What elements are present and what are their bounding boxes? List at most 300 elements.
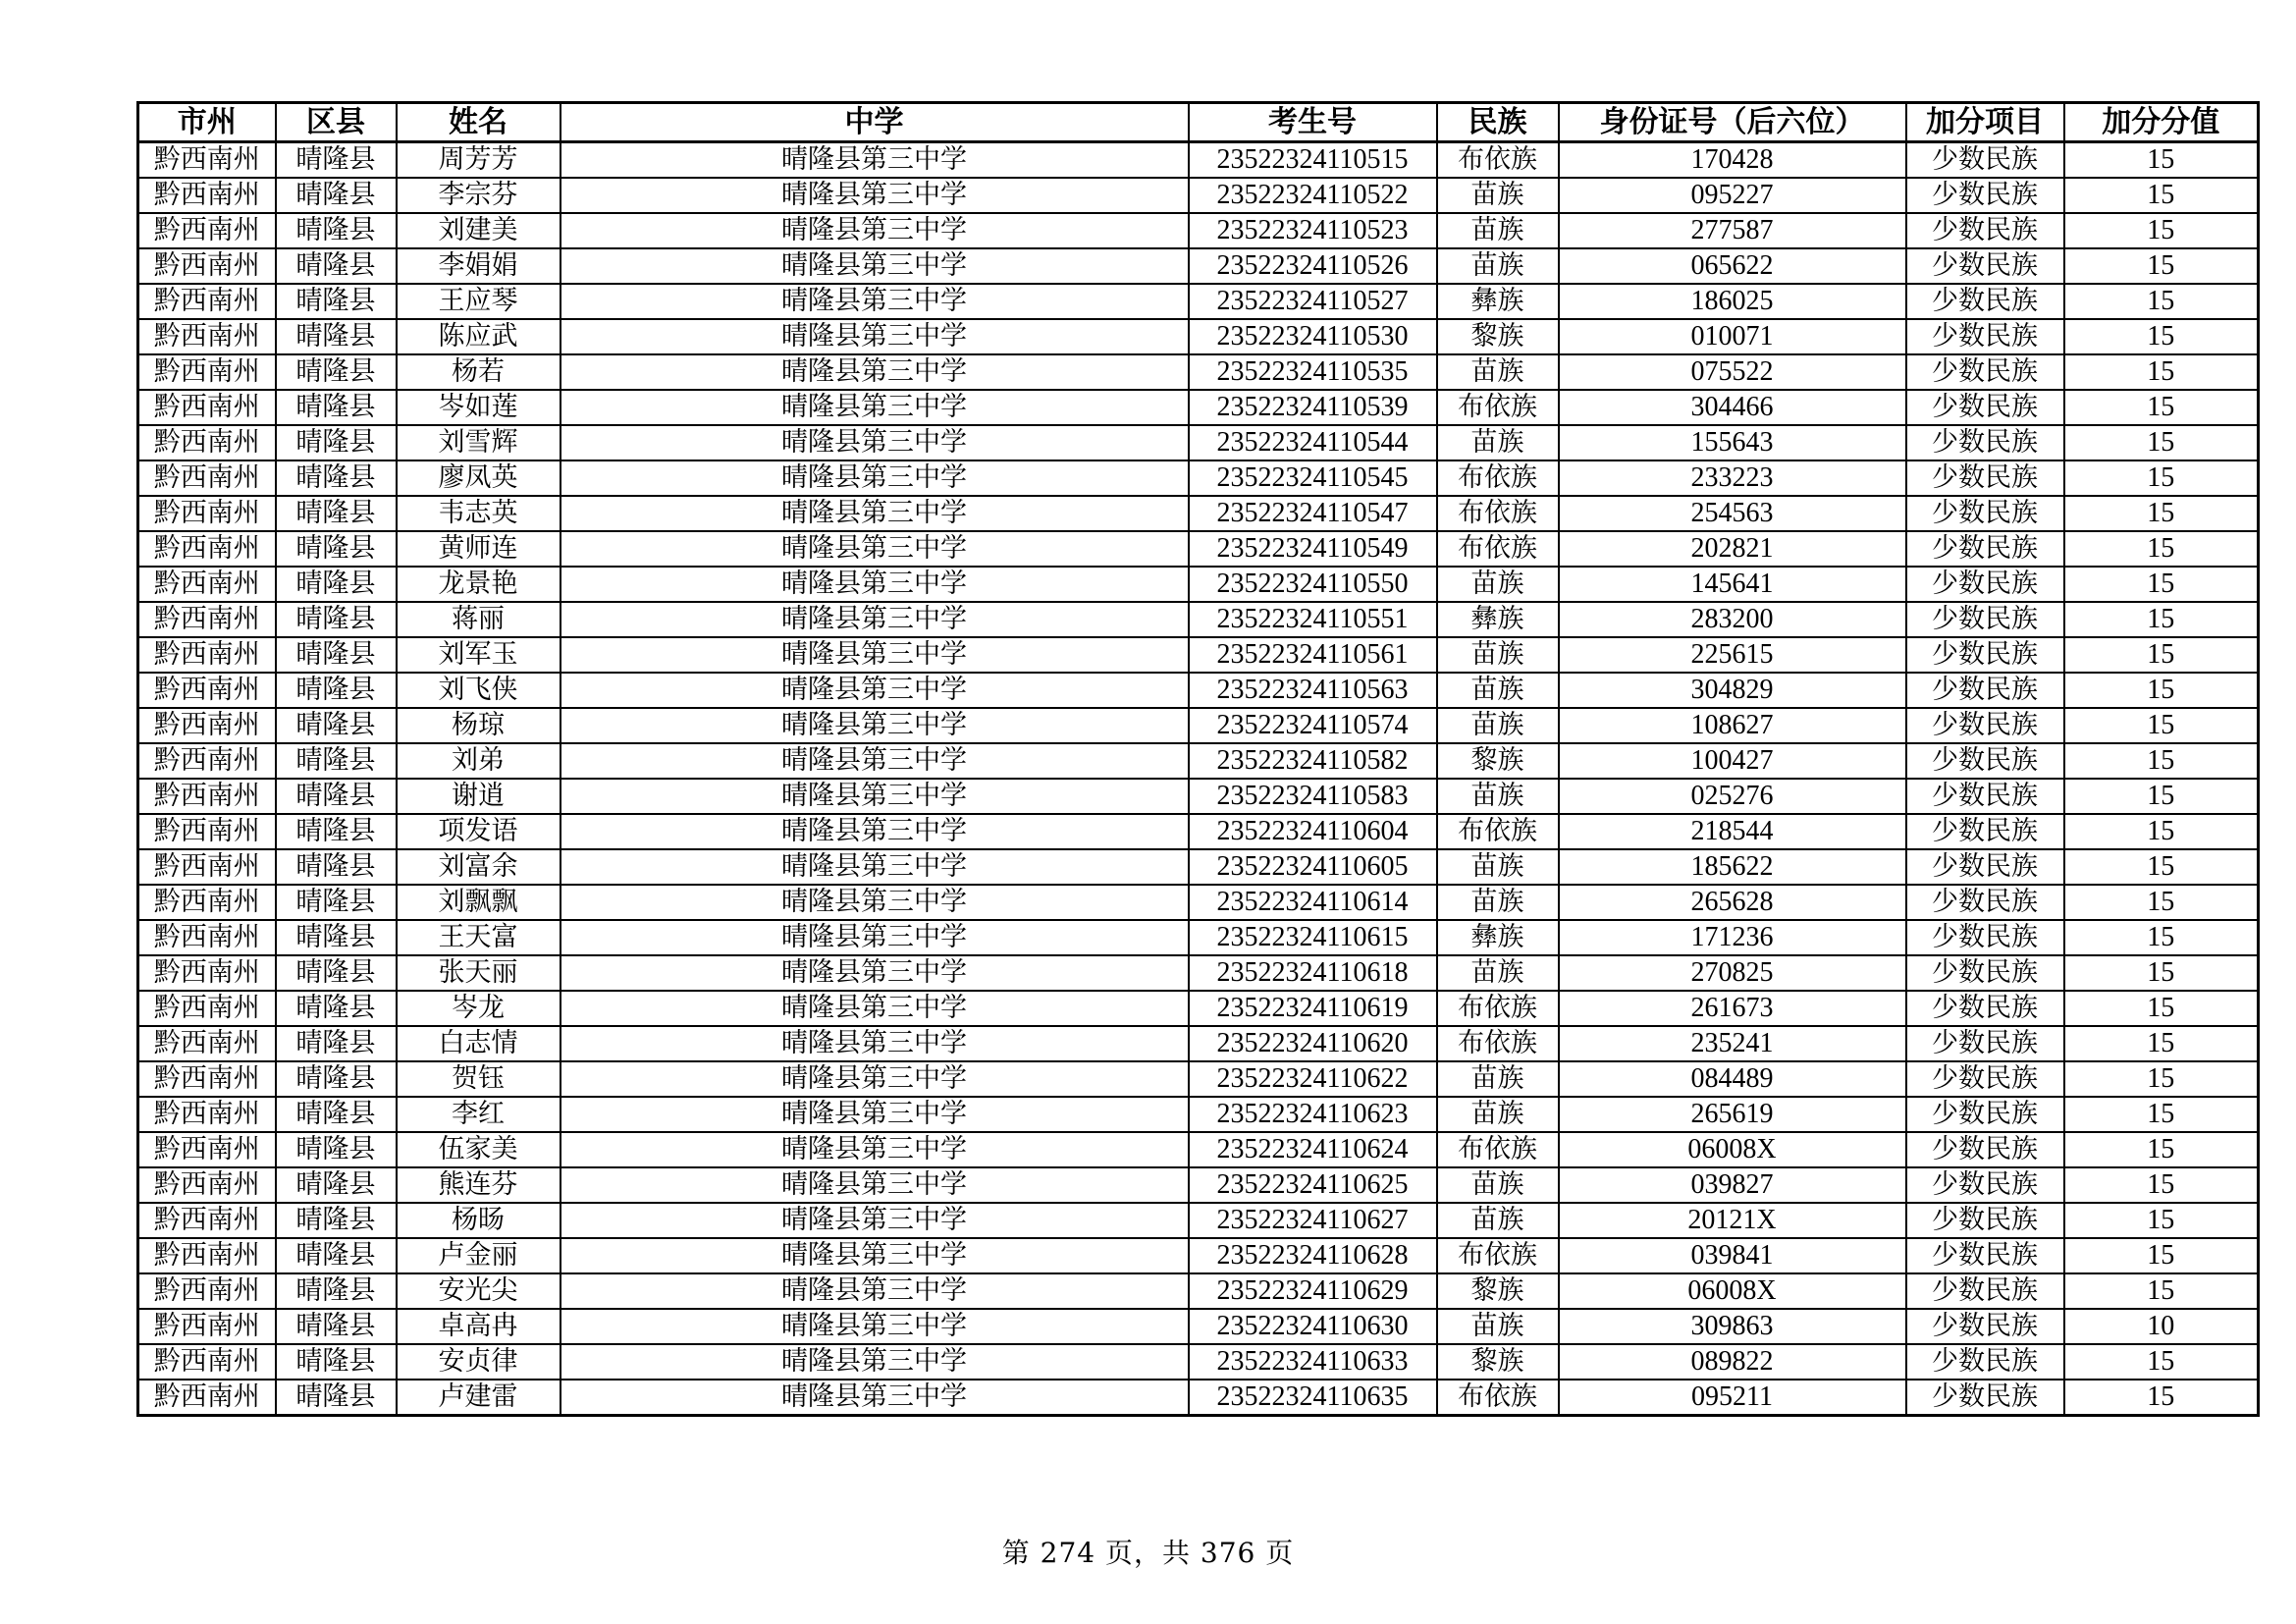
ethnicity-cell: 苗族	[1437, 354, 1559, 390]
table-row	[138, 955, 2259, 991]
city-cell: 黔西南州	[138, 779, 276, 814]
exam-no-cell: 23522324110622	[1189, 1061, 1437, 1097]
city-cell: 黔西南州	[138, 1167, 276, 1203]
city-cell: 黔西南州	[138, 567, 276, 602]
bonus-score-cell: 15	[2064, 849, 2259, 885]
exam-no-cell: 23522324110535	[1189, 354, 1437, 390]
name-cell: 刘建美	[397, 213, 561, 248]
county-cell: 晴隆县	[276, 248, 397, 284]
bonus-item-cell: 少数民族	[1906, 142, 2064, 179]
name-cell: 陈应武	[397, 319, 561, 354]
bonus-score-cell: 15	[2064, 1026, 2259, 1061]
school-cell: 晴隆县第三中学	[561, 390, 1189, 425]
table-row	[138, 460, 2259, 496]
name-cell: 杨旸	[397, 1203, 561, 1238]
bonus-score-cell: 15	[2064, 1273, 2259, 1309]
county-cell: 晴隆县	[276, 814, 397, 849]
exam-no-cell: 23522324110523	[1189, 213, 1437, 248]
exam-no-cell: 23522324110563	[1189, 673, 1437, 708]
school-cell: 晴隆县第三中学	[561, 284, 1189, 319]
table-row	[138, 1203, 2259, 1238]
city-cell: 黔西南州	[138, 602, 276, 637]
city-cell: 黔西南州	[138, 814, 276, 849]
table-row	[138, 1344, 2259, 1380]
bonus-item-cell: 少数民族	[1906, 849, 2064, 885]
table-row	[138, 531, 2259, 567]
school-cell: 晴隆县第三中学	[561, 1273, 1189, 1309]
exam-no-cell: 23522324110522	[1189, 178, 1437, 213]
city-cell: 黔西南州	[138, 743, 276, 779]
bonus-item-cell: 少数民族	[1906, 1097, 2064, 1132]
name-cell: 韦志英	[397, 496, 561, 531]
bonus-score-cell: 15	[2064, 991, 2259, 1026]
ethnicity-cell: 苗族	[1437, 1167, 1559, 1203]
ethnicity-cell: 苗族	[1437, 1203, 1559, 1238]
ethnicity-cell: 黎族	[1437, 1344, 1559, 1380]
exam-no-cell: 23522324110583	[1189, 779, 1437, 814]
school-cell: 晴隆县第三中学	[561, 213, 1189, 248]
school-cell: 晴隆县第三中学	[561, 743, 1189, 779]
header-col-exam-no: 考生号	[1189, 103, 1437, 142]
county-cell: 晴隆县	[276, 496, 397, 531]
bonus-item-cell: 少数民族	[1906, 1026, 2064, 1061]
city-cell: 黔西南州	[138, 390, 276, 425]
bonus-score-cell: 15	[2064, 1132, 2259, 1167]
table-row	[138, 673, 2259, 708]
school-cell: 晴隆县第三中学	[561, 1203, 1189, 1238]
id-last6-cell: 265619	[1559, 1097, 1906, 1132]
table-row	[138, 248, 2259, 284]
bonus-score-cell: 15	[2064, 1097, 2259, 1132]
county-cell: 晴隆县	[276, 779, 397, 814]
table-row	[138, 425, 2259, 460]
school-cell: 晴隆县第三中学	[561, 1344, 1189, 1380]
county-cell: 晴隆县	[276, 743, 397, 779]
table-row	[138, 1380, 2259, 1416]
school-cell: 晴隆县第三中学	[561, 1167, 1189, 1203]
ethnicity-cell: 黎族	[1437, 1273, 1559, 1309]
bonus-score-cell: 15	[2064, 531, 2259, 567]
bonus-score-cell: 15	[2064, 284, 2259, 319]
county-cell: 晴隆县	[276, 955, 397, 991]
ethnicity-cell: 苗族	[1437, 1097, 1559, 1132]
table-header	[138, 103, 2259, 142]
exam-no-cell: 23522324110539	[1189, 390, 1437, 425]
id-last6-cell: 225615	[1559, 637, 1906, 673]
exam-no-cell: 23522324110582	[1189, 743, 1437, 779]
name-cell: 卓高冉	[397, 1309, 561, 1344]
school-cell: 晴隆县第三中学	[561, 567, 1189, 602]
bonus-score-cell: 15	[2064, 920, 2259, 955]
city-cell: 黔西南州	[138, 1309, 276, 1344]
school-cell: 晴隆县第三中学	[561, 991, 1189, 1026]
table-row	[138, 885, 2259, 920]
table-row	[138, 814, 2259, 849]
id-last6-cell: 084489	[1559, 1061, 1906, 1097]
table-row	[138, 920, 2259, 955]
county-cell: 晴隆县	[276, 673, 397, 708]
ethnicity-cell: 彝族	[1437, 920, 1559, 955]
county-cell: 晴隆县	[276, 1344, 397, 1380]
county-cell: 晴隆县	[276, 425, 397, 460]
name-cell: 刘军玉	[397, 637, 561, 673]
bonus-item-cell: 少数民族	[1906, 354, 2064, 390]
id-last6-cell: 065622	[1559, 248, 1906, 284]
name-cell: 项发语	[397, 814, 561, 849]
table-row	[138, 1167, 2259, 1203]
table-row	[138, 637, 2259, 673]
city-cell: 黔西南州	[138, 531, 276, 567]
county-cell: 晴隆县	[276, 354, 397, 390]
header-col-id-last6: 身份证号（后六位）	[1559, 103, 1906, 142]
exam-no-cell: 23522324110526	[1189, 248, 1437, 284]
id-last6-cell: 100427	[1559, 743, 1906, 779]
id-last6-cell: 270825	[1559, 955, 1906, 991]
name-cell: 李红	[397, 1097, 561, 1132]
bonus-item-cell: 少数民族	[1906, 248, 2064, 284]
name-cell: 贺钰	[397, 1061, 561, 1097]
table-row	[138, 142, 2259, 179]
bonus-score-cell: 15	[2064, 637, 2259, 673]
city-cell: 黔西南州	[138, 1097, 276, 1132]
county-cell: 晴隆县	[276, 1061, 397, 1097]
city-cell: 黔西南州	[138, 1203, 276, 1238]
bonus-item-cell: 少数民族	[1906, 602, 2064, 637]
ethnicity-cell: 布依族	[1437, 1380, 1559, 1416]
id-last6-cell: 170428	[1559, 142, 1906, 179]
table-row	[138, 1061, 2259, 1097]
table-row	[138, 849, 2259, 885]
name-cell: 刘弟	[397, 743, 561, 779]
city-cell: 黔西南州	[138, 496, 276, 531]
bonus-item-cell: 少数民族	[1906, 567, 2064, 602]
header-col-name: 姓名	[397, 103, 561, 142]
header-col-city: 市州	[138, 103, 276, 142]
city-cell: 黔西南州	[138, 425, 276, 460]
county-cell: 晴隆县	[276, 531, 397, 567]
id-last6-cell: 039841	[1559, 1238, 1906, 1273]
bonus-score-cell: 15	[2064, 743, 2259, 779]
id-last6-cell: 075522	[1559, 354, 1906, 390]
id-last6-cell: 20121X	[1559, 1203, 1906, 1238]
bonus-item-cell: 少数民族	[1906, 178, 2064, 213]
exam-no-cell: 23522324110550	[1189, 567, 1437, 602]
bonus-item-cell: 少数民族	[1906, 814, 2064, 849]
exam-no-cell: 23522324110614	[1189, 885, 1437, 920]
bonus-score-cell: 15	[2064, 673, 2259, 708]
school-cell: 晴隆县第三中学	[561, 1132, 1189, 1167]
city-cell: 黔西南州	[138, 1380, 276, 1416]
exam-no-cell: 23522324110527	[1189, 284, 1437, 319]
bonus-item-cell: 少数民族	[1906, 496, 2064, 531]
city-cell: 黔西南州	[138, 849, 276, 885]
name-cell: 李宗芬	[397, 178, 561, 213]
table-row	[138, 1026, 2259, 1061]
id-last6-cell: 185622	[1559, 849, 1906, 885]
county-cell: 晴隆县	[276, 708, 397, 743]
bonus-score-cell: 15	[2064, 248, 2259, 284]
county-cell: 晴隆县	[276, 390, 397, 425]
bonus-score-cell: 15	[2064, 708, 2259, 743]
name-cell: 蒋丽	[397, 602, 561, 637]
bonus-score-cell: 15	[2064, 213, 2259, 248]
city-cell: 黔西南州	[138, 1026, 276, 1061]
id-last6-cell: 095211	[1559, 1380, 1906, 1416]
bonus-item-cell: 少数民族	[1906, 1380, 2064, 1416]
id-last6-cell: 254563	[1559, 496, 1906, 531]
school-cell: 晴隆县第三中学	[561, 496, 1189, 531]
bonus-score-cell: 15	[2064, 1061, 2259, 1097]
school-cell: 晴隆县第三中学	[561, 849, 1189, 885]
exam-no-cell: 23522324110628	[1189, 1238, 1437, 1273]
bonus-score-cell: 15	[2064, 1167, 2259, 1203]
ethnicity-cell: 彝族	[1437, 602, 1559, 637]
school-cell: 晴隆县第三中学	[561, 920, 1189, 955]
school-cell: 晴隆县第三中学	[561, 1238, 1189, 1273]
exam-no-cell: 23522324110549	[1189, 531, 1437, 567]
bonus-item-cell: 少数民族	[1906, 319, 2064, 354]
name-cell: 安光尖	[397, 1273, 561, 1309]
ethnicity-cell: 布依族	[1437, 1238, 1559, 1273]
exam-no-cell: 23522324110615	[1189, 920, 1437, 955]
exam-no-cell: 23522324110545	[1189, 460, 1437, 496]
ethnicity-cell: 苗族	[1437, 708, 1559, 743]
header-row	[138, 103, 2259, 142]
table-row	[138, 1238, 2259, 1273]
county-cell: 晴隆县	[276, 1309, 397, 1344]
id-last6-cell: 06008X	[1559, 1132, 1906, 1167]
county-cell: 晴隆县	[276, 602, 397, 637]
city-cell: 黔西南州	[138, 673, 276, 708]
bonus-score-cell: 15	[2064, 460, 2259, 496]
name-cell: 刘飞侠	[397, 673, 561, 708]
exam-no-cell: 23522324110630	[1189, 1309, 1437, 1344]
bonus-score-cell: 15	[2064, 1380, 2259, 1416]
id-last6-cell: 261673	[1559, 991, 1906, 1026]
school-cell: 晴隆县第三中学	[561, 673, 1189, 708]
ethnicity-cell: 苗族	[1437, 213, 1559, 248]
bonus-item-cell: 少数民族	[1906, 390, 2064, 425]
city-cell: 黔西南州	[138, 1273, 276, 1309]
bonus-score-cell: 15	[2064, 319, 2259, 354]
table-row	[138, 1132, 2259, 1167]
county-cell: 晴隆县	[276, 460, 397, 496]
school-cell: 晴隆县第三中学	[561, 248, 1189, 284]
table-row	[138, 213, 2259, 248]
name-cell: 王天富	[397, 920, 561, 955]
exam-no-cell: 23522324110618	[1189, 955, 1437, 991]
bonus-score-cell: 15	[2064, 955, 2259, 991]
ethnicity-cell: 苗族	[1437, 673, 1559, 708]
exam-no-cell: 23522324110629	[1189, 1273, 1437, 1309]
bonus-item-cell: 少数民族	[1906, 1273, 2064, 1309]
city-cell: 黔西南州	[138, 637, 276, 673]
table-row	[138, 1309, 2259, 1344]
school-cell: 晴隆县第三中学	[561, 460, 1189, 496]
exam-no-cell: 23522324110574	[1189, 708, 1437, 743]
county-cell: 晴隆县	[276, 991, 397, 1026]
bonus-item-cell: 少数民族	[1906, 1309, 2064, 1344]
ethnicity-cell: 布依族	[1437, 460, 1559, 496]
id-last6-cell: 265628	[1559, 885, 1906, 920]
city-cell: 黔西南州	[138, 991, 276, 1026]
bonus-item-cell: 少数民族	[1906, 425, 2064, 460]
exam-no-cell: 23522324110604	[1189, 814, 1437, 849]
ethnicity-cell: 黎族	[1437, 319, 1559, 354]
table-row	[138, 284, 2259, 319]
id-last6-cell: 095227	[1559, 178, 1906, 213]
school-cell: 晴隆县第三中学	[561, 425, 1189, 460]
header-col-ethnicity: 民族	[1437, 103, 1559, 142]
exam-no-cell: 23522324110544	[1189, 425, 1437, 460]
city-cell: 黔西南州	[138, 178, 276, 213]
id-last6-cell: 06008X	[1559, 1273, 1906, 1309]
id-last6-cell: 145641	[1559, 567, 1906, 602]
bonus-score-cell: 15	[2064, 354, 2259, 390]
ethnicity-cell: 苗族	[1437, 178, 1559, 213]
county-cell: 晴隆县	[276, 920, 397, 955]
city-cell: 黔西南州	[138, 1238, 276, 1273]
ethnicity-cell: 苗族	[1437, 1061, 1559, 1097]
id-last6-cell: 171236	[1559, 920, 1906, 955]
county-cell: 晴隆县	[276, 1167, 397, 1203]
name-cell: 刘富余	[397, 849, 561, 885]
city-cell: 黔西南州	[138, 319, 276, 354]
bonus-score-cell: 15	[2064, 885, 2259, 920]
ethnicity-cell: 苗族	[1437, 849, 1559, 885]
name-cell: 李娟娟	[397, 248, 561, 284]
id-last6-cell: 025276	[1559, 779, 1906, 814]
school-cell: 晴隆县第三中学	[561, 955, 1189, 991]
city-cell: 黔西南州	[138, 284, 276, 319]
table-row	[138, 1273, 2259, 1309]
exam-no-cell: 23522324110624	[1189, 1132, 1437, 1167]
table-body	[138, 142, 2259, 1416]
city-cell: 黔西南州	[138, 1132, 276, 1167]
ethnicity-cell: 苗族	[1437, 248, 1559, 284]
bonus-item-cell: 少数民族	[1906, 743, 2064, 779]
ethnicity-cell: 布依族	[1437, 531, 1559, 567]
school-cell: 晴隆县第三中学	[561, 602, 1189, 637]
name-cell: 安贞律	[397, 1344, 561, 1380]
ethnicity-cell: 布依族	[1437, 142, 1559, 179]
county-cell: 晴隆县	[276, 1273, 397, 1309]
id-last6-cell: 283200	[1559, 602, 1906, 637]
ethnicity-cell: 布依族	[1437, 496, 1559, 531]
bonus-score-cell: 10	[2064, 1309, 2259, 1344]
name-cell: 卢金丽	[397, 1238, 561, 1273]
table-row	[138, 779, 2259, 814]
ethnicity-cell: 布依族	[1437, 814, 1559, 849]
bonus-score-cell: 15	[2064, 779, 2259, 814]
school-cell: 晴隆县第三中学	[561, 1097, 1189, 1132]
id-last6-cell: 186025	[1559, 284, 1906, 319]
table-row	[138, 178, 2259, 213]
name-cell: 卢建雷	[397, 1380, 561, 1416]
bonus-item-cell: 少数民族	[1906, 1203, 2064, 1238]
header-col-county: 区县	[276, 103, 397, 142]
header-col-school: 中学	[561, 103, 1189, 142]
bonus-score-cell: 15	[2064, 567, 2259, 602]
exam-no-cell: 23522324110623	[1189, 1097, 1437, 1132]
name-cell: 黄师连	[397, 531, 561, 567]
county-cell: 晴隆县	[276, 1097, 397, 1132]
bonus-item-cell: 少数民族	[1906, 920, 2064, 955]
city-cell: 黔西南州	[138, 885, 276, 920]
exam-no-cell: 23522324110633	[1189, 1344, 1437, 1380]
ethnicity-cell: 布依族	[1437, 1132, 1559, 1167]
bonus-item-cell: 少数民族	[1906, 1132, 2064, 1167]
name-cell: 岑龙	[397, 991, 561, 1026]
city-cell: 黔西南州	[138, 213, 276, 248]
school-cell: 晴隆县第三中学	[561, 708, 1189, 743]
school-cell: 晴隆县第三中学	[561, 178, 1189, 213]
bonus-score-cell: 15	[2064, 814, 2259, 849]
table-row	[138, 602, 2259, 637]
exam-no-cell: 23522324110620	[1189, 1026, 1437, 1061]
county-cell: 晴隆县	[276, 284, 397, 319]
ethnicity-cell: 布依族	[1437, 390, 1559, 425]
county-cell: 晴隆县	[276, 178, 397, 213]
bonus-score-cell: 15	[2064, 390, 2259, 425]
name-cell: 廖凤英	[397, 460, 561, 496]
exam-no-cell: 23522324110551	[1189, 602, 1437, 637]
school-cell: 晴隆县第三中学	[561, 142, 1189, 179]
ethnicity-cell: 彝族	[1437, 284, 1559, 319]
bonus-item-cell: 少数民族	[1906, 1238, 2064, 1273]
school-cell: 晴隆县第三中学	[561, 1026, 1189, 1061]
table-row	[138, 991, 2259, 1026]
table-row	[138, 354, 2259, 390]
ethnicity-cell: 苗族	[1437, 955, 1559, 991]
ethnicity-cell: 布依族	[1437, 991, 1559, 1026]
table-row	[138, 390, 2259, 425]
id-last6-cell: 010071	[1559, 319, 1906, 354]
county-cell: 晴隆县	[276, 213, 397, 248]
city-cell: 黔西南州	[138, 248, 276, 284]
id-last6-cell: 304466	[1559, 390, 1906, 425]
school-cell: 晴隆县第三中学	[561, 1309, 1189, 1344]
name-cell: 刘雪辉	[397, 425, 561, 460]
bonus-item-cell: 少数民族	[1906, 673, 2064, 708]
county-cell: 晴隆县	[276, 142, 397, 179]
bonus-item-cell: 少数民族	[1906, 460, 2064, 496]
exam-no-cell: 23522324110547	[1189, 496, 1437, 531]
ethnicity-cell: 苗族	[1437, 885, 1559, 920]
id-last6-cell: 277587	[1559, 213, 1906, 248]
school-cell: 晴隆县第三中学	[561, 814, 1189, 849]
name-cell: 白志情	[397, 1026, 561, 1061]
table-row	[138, 708, 2259, 743]
id-last6-cell: 202821	[1559, 531, 1906, 567]
ethnicity-cell: 苗族	[1437, 637, 1559, 673]
ethnicity-cell: 布依族	[1437, 1026, 1559, 1061]
bonus-item-cell: 少数民族	[1906, 531, 2064, 567]
name-cell: 刘飘飘	[397, 885, 561, 920]
school-cell: 晴隆县第三中学	[561, 354, 1189, 390]
county-cell: 晴隆县	[276, 1380, 397, 1416]
ethnicity-cell: 苗族	[1437, 779, 1559, 814]
bonus-item-cell: 少数民族	[1906, 284, 2064, 319]
id-last6-cell: 218544	[1559, 814, 1906, 849]
id-last6-cell: 089822	[1559, 1344, 1906, 1380]
table-row	[138, 496, 2259, 531]
county-cell: 晴隆县	[276, 319, 397, 354]
bonus-score-cell: 15	[2064, 1344, 2259, 1380]
county-cell: 晴隆县	[276, 885, 397, 920]
school-cell: 晴隆县第三中学	[561, 319, 1189, 354]
exam-no-cell: 23522324110515	[1189, 142, 1437, 179]
